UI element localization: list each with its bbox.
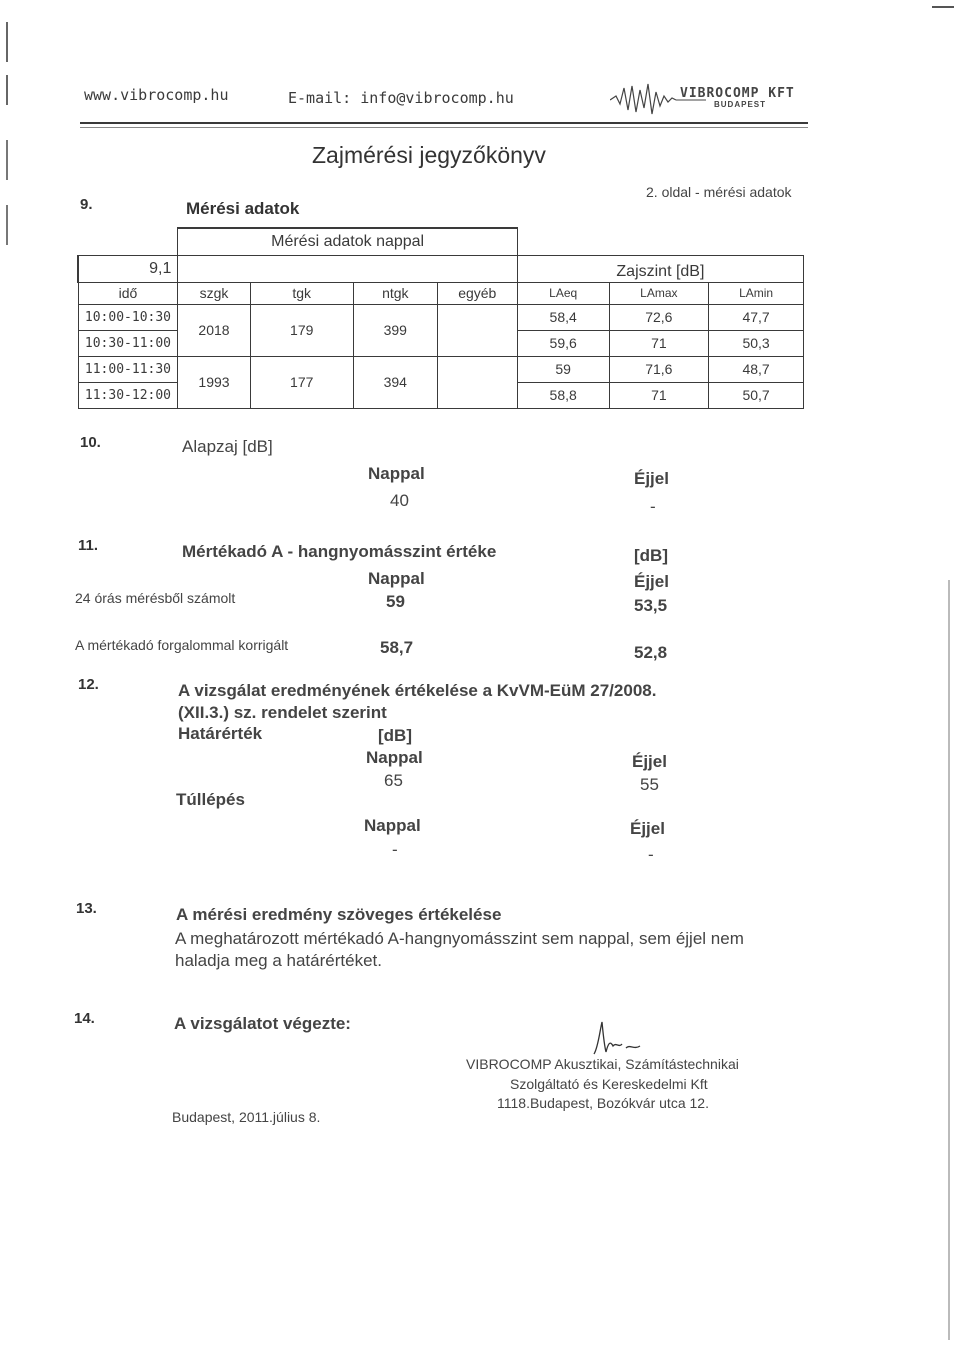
- scan-mark: [6, 75, 8, 105]
- night-label: Éjjel: [634, 572, 669, 591]
- sub-number: 9,1: [78, 255, 178, 282]
- header-email: E-mail: info@vibrocomp.hu: [288, 89, 514, 107]
- day-label: Nappal: [364, 816, 421, 835]
- corrected-level-night: 52,8: [634, 643, 668, 662]
- logo-subtext: BUDAPEST: [714, 100, 767, 109]
- scan-mark: [6, 22, 8, 62]
- limit-day: 65: [384, 771, 403, 790]
- section-10-number: 10.: [80, 434, 101, 451]
- day-label: Nappal: [366, 748, 423, 767]
- limit-night: 55: [640, 775, 659, 794]
- column-header: tgk: [250, 282, 353, 304]
- column-header: idő: [78, 282, 178, 304]
- time-cell: 11:30-12:00: [78, 382, 178, 408]
- column-header: ntgk: [353, 282, 437, 304]
- tgk-cell: 177: [250, 356, 353, 408]
- column-header: LAmin: [709, 282, 804, 304]
- column-header: egyéb: [437, 282, 517, 304]
- place-date: Budapest, 2011.július 8.: [172, 1109, 321, 1125]
- signature-scribble-icon: [586, 1018, 646, 1058]
- ntgk-cell: 394: [353, 356, 437, 408]
- szgk-cell: 1993: [178, 356, 250, 408]
- company-logo: [610, 78, 810, 120]
- background-noise-night: -: [650, 497, 656, 516]
- time-cell: 11:00-11:30: [78, 356, 178, 382]
- header-divider-thin: [80, 127, 808, 128]
- company-line2: Szolgáltató és Kereskedelmi Kft: [510, 1076, 708, 1092]
- rated-level-day: 59: [386, 592, 405, 611]
- section-13-number: 13.: [76, 900, 97, 917]
- time-cell: 10:30-11:00: [78, 330, 178, 356]
- table-row: [78, 304, 804, 330]
- row-label: 24 órás mérésből számolt: [75, 590, 236, 606]
- company-line3: 1118.Budapest, Bozókvár utca 12.: [497, 1095, 709, 1111]
- lamin-cell: 50,7: [709, 382, 804, 408]
- row-label: A mértékadó forgalommal korrigált: [75, 637, 289, 653]
- section-11-number: 11.: [78, 537, 99, 554]
- corrected-level-day: 58,7: [380, 638, 414, 657]
- laeq-cell: 59,6: [517, 330, 609, 356]
- measurement-table: [77, 227, 804, 409]
- day-label: Nappal: [368, 569, 425, 588]
- section-9-number: 9.: [80, 196, 93, 213]
- szgk-cell: 2018: [178, 304, 250, 356]
- laeq-cell: 58,4: [517, 304, 609, 330]
- column-header: szgk: [178, 282, 250, 304]
- section-13-title: A mérési eredmény szöveges értékelése: [176, 905, 502, 924]
- day-label: Nappal: [368, 464, 425, 483]
- column-header: LAeq: [517, 282, 609, 304]
- lamax-cell: 71,6: [609, 356, 709, 382]
- logo-text: VIBROCOMP KFT: [680, 86, 795, 101]
- table-caption: Mérési adatok nappal: [178, 228, 517, 255]
- time-cell: 10:00-10:30: [78, 304, 178, 330]
- background-noise-day: 40: [390, 491, 409, 510]
- signature: [586, 1018, 646, 1058]
- lamin-cell: 50,3: [709, 330, 804, 356]
- evaluation-line1: A meghatározott mértékadó A-hangnyomásszint sem nappal, sem éjjel nem: [175, 929, 744, 948]
- section-14-title: A vizsgálatot végezte:: [174, 1014, 351, 1033]
- company-line1: VIBROCOMP Akusztikai, Számítástechnikai: [466, 1056, 739, 1072]
- unit-label: [dB]: [634, 546, 668, 565]
- rated-level-night: 53,5: [634, 596, 668, 615]
- scan-mark: [6, 205, 8, 245]
- night-label: Éjjel: [630, 819, 665, 838]
- night-label: Éjjel: [632, 752, 667, 771]
- excess-day: -: [392, 840, 398, 859]
- section-12-title-line2: (XII.3.) sz. rendelet szerint: [178, 703, 387, 722]
- lamax-cell: 72,6: [609, 304, 709, 330]
- tgk-cell: 179: [250, 304, 353, 356]
- section-12-title-line1: A vizsgálat eredményének értékelése a KvVM-EüM 27/2008.: [178, 681, 657, 700]
- page-note: 2. oldal - mérési adatok: [646, 184, 792, 200]
- noise-level-header: Zajszint [dB]: [517, 255, 803, 282]
- scan-mark: [6, 140, 8, 180]
- section-9-title: Mérési adatok: [186, 199, 300, 218]
- lamin-cell: 48,7: [709, 356, 804, 382]
- laeq-cell: 59: [517, 356, 609, 382]
- lamax-cell: 71: [609, 330, 709, 356]
- scan-mark: [948, 580, 950, 1340]
- limit-label: Határérték: [178, 724, 263, 743]
- section-10-title: Alapzaj [dB]: [182, 437, 273, 456]
- ntgk-cell: 399: [353, 304, 437, 356]
- night-label: Éjjel: [634, 469, 669, 488]
- egyeb-cell: [437, 304, 517, 356]
- lamin-cell: 47,7: [709, 304, 804, 330]
- evaluation-line2: haladja meg a határértéket.: [175, 951, 382, 970]
- section-11-title: Mértékadó A - hangnyomásszint értéke: [182, 542, 497, 561]
- excess-label: Túllépés: [176, 790, 245, 809]
- table-row: [78, 356, 804, 382]
- document-title: Zajmérési jegyzőkönyv: [312, 142, 546, 168]
- scan-mark: [932, 6, 954, 8]
- column-header: LAmax: [609, 282, 709, 304]
- section-12-number: 12.: [78, 676, 99, 693]
- laeq-cell: 58,8: [517, 382, 609, 408]
- egyeb-cell: [437, 356, 517, 408]
- lamax-cell: 71: [609, 382, 709, 408]
- header-website: www.vibrocomp.hu: [84, 86, 229, 104]
- excess-night: -: [648, 845, 654, 864]
- unit-label: [dB]: [378, 726, 412, 745]
- section-14-number: 14.: [74, 1010, 95, 1027]
- header-divider: [80, 122, 808, 124]
